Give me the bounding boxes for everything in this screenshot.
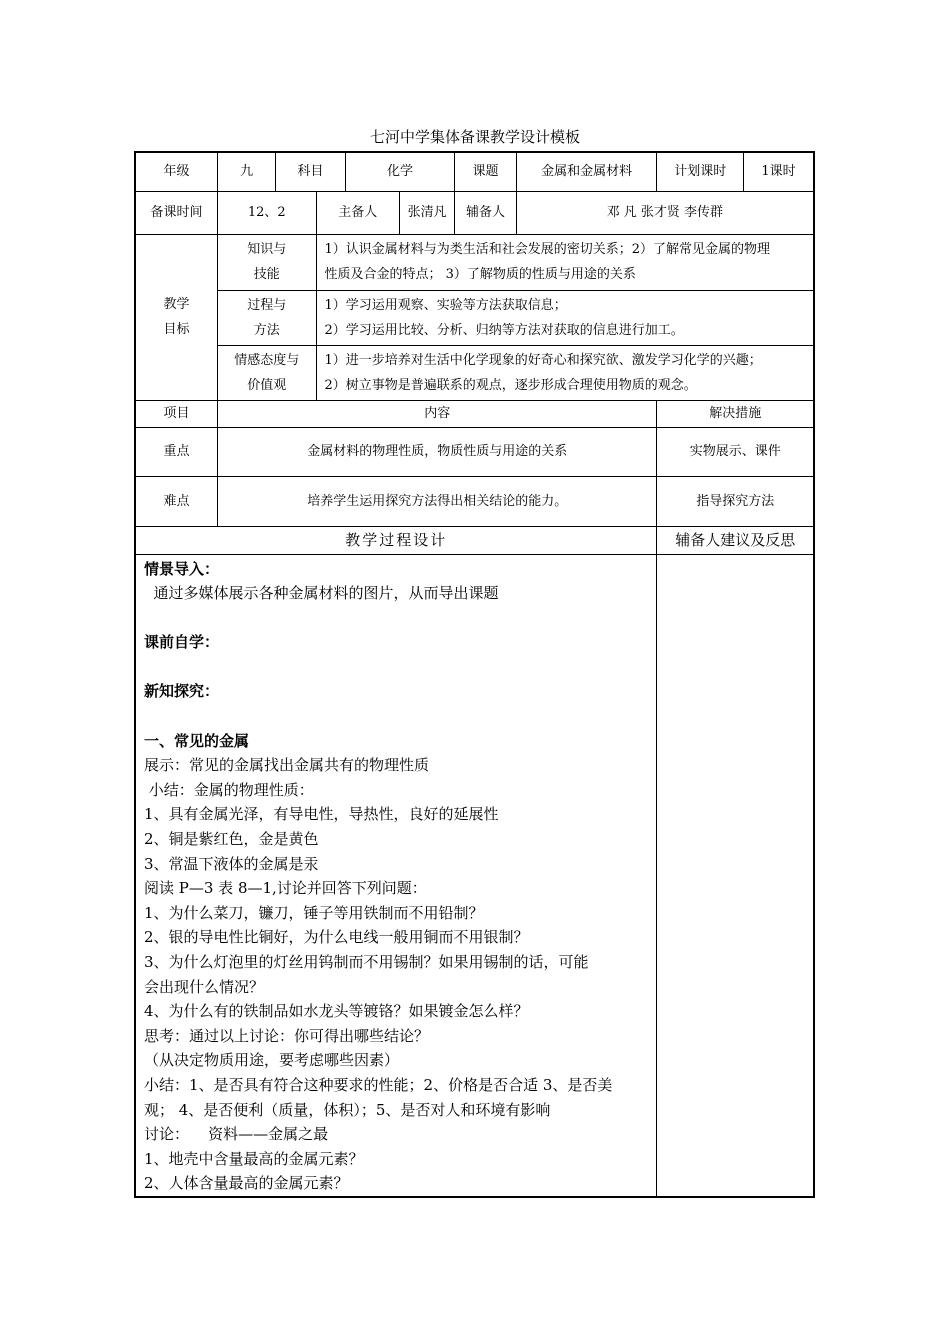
process-line: 课前自学： — [144, 633, 220, 652]
goal-text-attitude: 1）进一步培养对生活中化学现象的好奇心和探究欲、激发学习化学的兴趣； 2）树立事物是普遍联系的观点，逐步形成合理使用物质的观念。 — [316, 345, 814, 400]
process-line: 小结：金属的物理性质： — [144, 780, 314, 799]
process-line: 2、人体含量最高的金属元素？ — [144, 1174, 349, 1193]
process-line: 通过多媒体展示各种金属材料的图片，从而导出课题 — [144, 584, 499, 603]
date-label: 备课时间 — [135, 191, 217, 234]
goal-row — [135, 234, 814, 290]
hard-content: 培养学生运用探究方法得出相关结论的能力。 — [217, 476, 657, 526]
topic-value: 金属和金属材料 — [516, 152, 657, 191]
reflection-header: 辅备人建议及反思 — [657, 526, 814, 554]
process-line: 2、银的导电性比铜好，为什么电线一般用铜而不用银制？ — [144, 928, 529, 947]
process-line: 1、具有金属光泽，有导电性，导热性，良好的延展性 — [144, 805, 499, 824]
process-line: 思考：通过以上讨论：你可得出哪些结论？ — [144, 1026, 430, 1045]
hard-label: 难点 — [135, 476, 217, 526]
lead-label: 主备人 — [316, 191, 399, 234]
reflection-body — [657, 554, 814, 1197]
lesson-plan-table — [134, 151, 815, 1198]
goal-text-process: 1）学习运用观察、实验等方法获取信息； 2）学习运用比较、分析、归纳等方法对获取的信息进行加工。 — [316, 290, 814, 345]
process-line: 小结：1、是否具有符合这种要求的性能；2、价格是否合适 3、是否美 — [144, 1075, 613, 1094]
key-measure: 实物展示、课件 — [657, 427, 814, 476]
goal-row — [135, 290, 814, 345]
info-row-1 — [135, 152, 814, 191]
goal-name-knowledge: 知识与 技能 — [217, 234, 316, 290]
key-point-row — [135, 427, 814, 476]
process-body — [135, 554, 657, 1197]
goals-label: 教学 目标 — [135, 234, 217, 400]
topic-label: 课题 — [455, 152, 516, 191]
process-line: 展示：常见的金属找出金属共有的物理性质 — [144, 756, 430, 775]
info-row-2 — [135, 191, 814, 234]
subject-label: 科目 — [276, 152, 345, 191]
process-line — [144, 655, 648, 680]
process-line: 3、常温下液体的金属是汞 — [144, 854, 319, 873]
process-line: 讨论： 资料——金属之最 — [144, 1125, 329, 1144]
key-label: 重点 — [135, 427, 217, 476]
subject-value: 化学 — [345, 152, 455, 191]
hours-value: 1课时 — [743, 152, 814, 191]
assist-value: 邓 凡 张才贤 李传群 — [516, 191, 814, 234]
process-header: 教学过程设计 — [135, 526, 657, 554]
goal-row — [135, 345, 814, 400]
process-line: 1、地壳中含量最高的金属元素？ — [144, 1149, 364, 1168]
process-line: 情景导入： — [144, 559, 220, 578]
process-line: 新知探究： — [144, 682, 220, 701]
grade-value: 九 — [217, 152, 275, 191]
process-line: 一、常见的金属 — [144, 731, 250, 750]
goal-text-knowledge: 1）认识金属材料与为类生活和社会发展的密切关系；2）了解常见金属的物理 性质及合金的特点； 3）了解物质的性质与用途的关系 — [316, 234, 814, 290]
process-line: 4、为什么有的铁制品如水龙头等镀铬？如果镀金怎么样？ — [144, 1002, 529, 1021]
lead-value: 张清凡 — [400, 191, 455, 234]
goal-name-attitude: 情感态度与 价值观 — [217, 345, 316, 400]
process-line: 2、铜是紫红色，金是黄色 — [144, 830, 319, 849]
grade-label: 年级 — [135, 152, 217, 191]
date-value: 12、2 — [217, 191, 316, 234]
process-line: （从决定物质用途，要考虑哪些因素） — [144, 1051, 400, 1070]
process-line: 阅读 P—3 表 8—1,讨论并回答下列问题： — [144, 879, 427, 898]
col-item: 项目 — [135, 400, 217, 427]
key-content: 金属材料的物理性质，物质性质与用途的关系 — [217, 427, 657, 476]
hard-measure: 指导探究方法 — [657, 476, 814, 526]
col-measure: 解决措施 — [657, 400, 814, 427]
process-row — [135, 554, 814, 1197]
process-line — [144, 606, 648, 631]
process-line: 会出现什么情况？ — [144, 977, 265, 996]
col-content: 内容 — [217, 400, 657, 427]
process-line: 3、为什么灯泡里的灯丝用钨制而不用锡制？如果用锡制的话，可能 — [144, 953, 589, 971]
process-header-row — [135, 526, 814, 554]
process-line — [144, 704, 648, 729]
page-title: 七河中学集体备课教学设计模板 — [369, 128, 580, 146]
assist-label: 辅备人 — [455, 191, 516, 234]
goal-name-process: 过程与 方法 — [217, 290, 316, 345]
process-line: 1、为什么菜刀，镰刀，锤子等用铁制而不用铅制？ — [144, 903, 484, 922]
process-line: 观； 4、是否便利（质量，体积）；5、是否对人和环境有影响 — [144, 1100, 551, 1119]
hours-label: 计划课时 — [657, 152, 744, 191]
points-header-row — [135, 400, 814, 427]
difficult-point-row — [135, 476, 814, 526]
